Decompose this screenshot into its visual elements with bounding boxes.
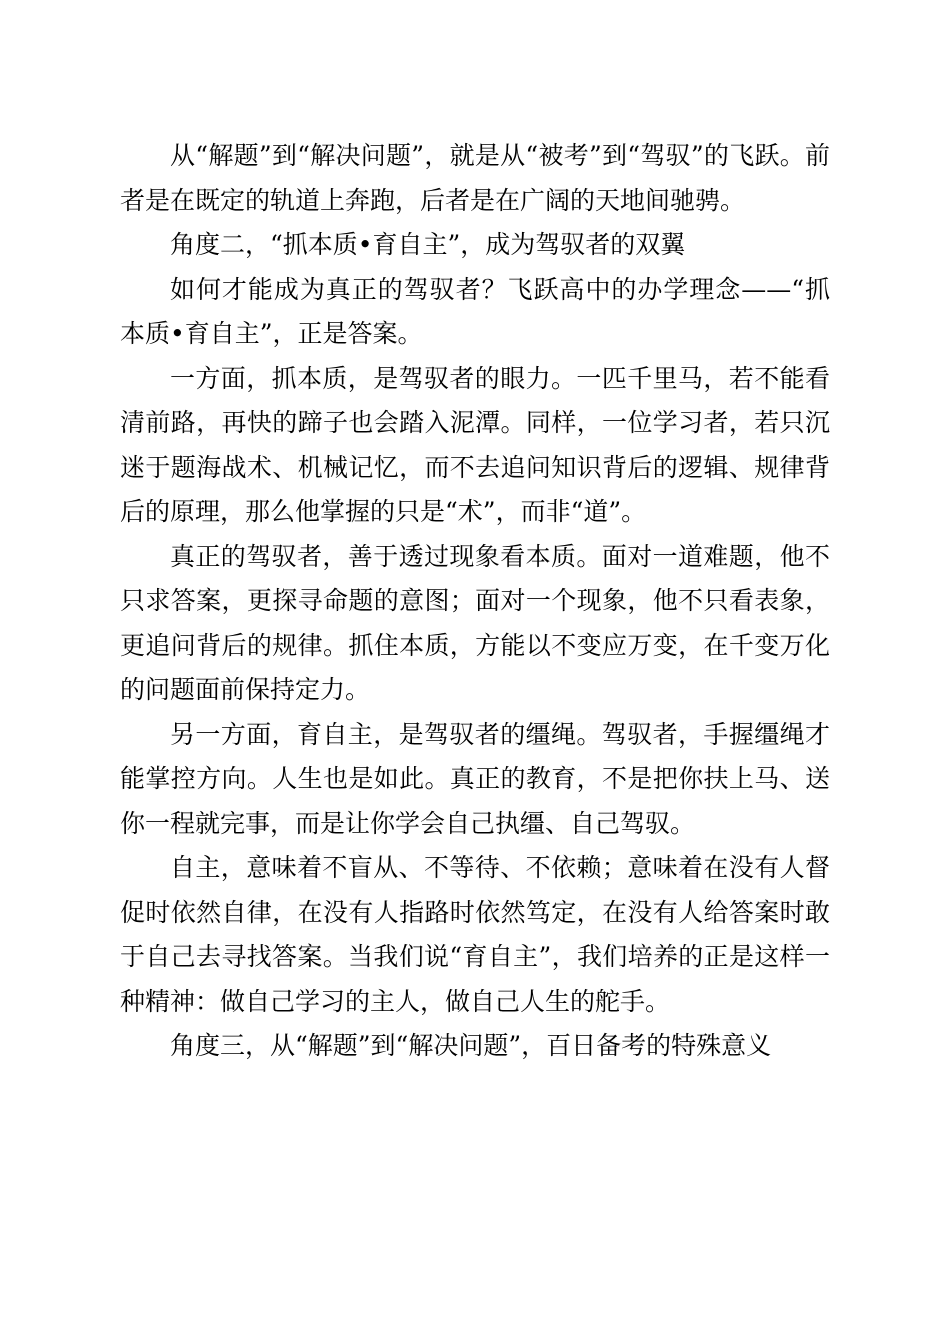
section-heading-angle-three: 角度三，从“解题”到“解决问题”，百日备考的特殊意义 [170, 1031, 772, 1060]
paragraph-school-philosophy: 如何才能成为真正的驾驭者？飞跃高中的办学理念——“抓本质•育自主”，正是答案。 [120, 274, 830, 348]
paragraph-meaning-of-autonomy: 自主，意味着不盲从、不等待、不依赖；意味着在没有人督促时依然自律，在没有人指路时依然笃定，在没有人给答案时敢于自己去寻找答案。当我们说“育自主”，我们培养的正是这样一种精神：做自己学习的主人，做自己人生的舵手。 [120, 853, 830, 1016]
paragraph-cultivate-autonomy: 另一方面，育自主，是驾驭者的缰绳。驾驭者，手握缰绳才能掌控方向。人生也是如此。真正的教育，不是把你扶上马、送你一程就完事，而是让你学会自己执缰、自己驾驭。 [120, 719, 830, 838]
paragraph-leap-from-exam-to-mastery: 从“解题”到“解决问题”，就是从“被考”到“驾驭”的飞跃。前者是在既定的轨道上奔跑，后者是在广阔的天地间驰骋。 [120, 141, 830, 215]
document-body [120, 134, 830, 1069]
paragraph-grasp-essence: 一方面，抓本质，是驾驭者的眼力。一匹千里马，若不能看清前路，再快的蹄子也会踏入泥潭。同样，一位学习者，若只沉迷于题海战术、机械记忆，而不去追问知识背后的逻辑、规律背后的原理，那么他掌握的只是“术”，而非“道”。 [120, 363, 830, 526]
paragraph-true-master: 真正的驾驭者，善于透过现象看本质。面对一道难题，他不只求答案，更探寻命题的意图；面对一个现象，他不只看表象，更追问背后的规律。抓住本质，方能以不变应万变，在千变万化的问题面前保持定力。 [120, 541, 830, 704]
section-heading-angle-two: 角度二，“抓本质•育自主”，成为驾驭者的双翼 [170, 230, 686, 259]
